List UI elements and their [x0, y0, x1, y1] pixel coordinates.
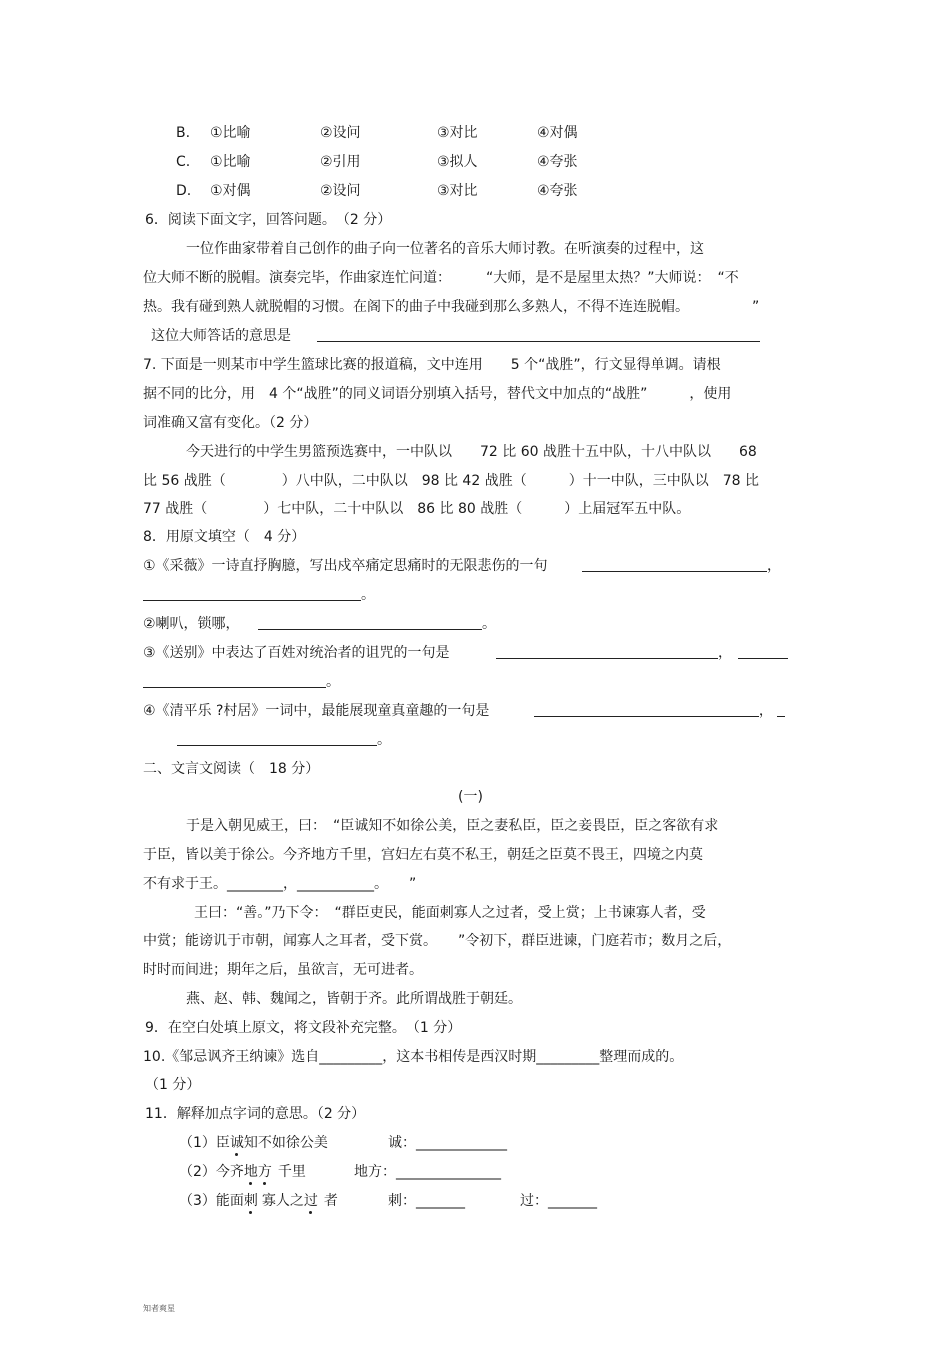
q8-item-1-cont: 。: [143, 586, 375, 604]
q8-blank[interactable]: [738, 644, 788, 659]
option-item: ①对偶: [210, 183, 251, 199]
q9: 9．在空白处填上原文，将文段补充完整。 （1 分）: [145, 1020, 462, 1036]
option-item: ③对比: [437, 183, 478, 199]
option-item: ①比喻: [210, 125, 251, 141]
q11-item-2-pre: （2）今齐: [179, 1164, 244, 1180]
option-letter: D.: [176, 183, 192, 199]
option-letter: C.: [176, 154, 191, 170]
q11-item-3: [179, 1192, 338, 1210]
q6-paragraph-line: 位大师不断的脱帽。演奏完毕，作曲家连忙问道： “大师，是不是屋里太热？”大师说： “不: [143, 270, 739, 286]
q8-title: 8．用原文填空（ 4 分）: [143, 529, 306, 545]
q8-blank[interactable]: [177, 731, 377, 746]
q8-item-1-text: ①《采薇》一诗直抒胸臆，写出戍卒痛定思痛时的无限悲伤的一句: [143, 558, 548, 574]
q11-item-3-post: 者: [323, 1193, 338, 1209]
q8-item-3: ③《送别》中表达了百姓对统治者的诅咒的一句是 ，: [143, 644, 788, 662]
passage-line: 王曰：“善。”乃下令： “群臣吏民，能面刺寡人之过者，受上赏；上书谏寡人者，受: [194, 905, 706, 921]
dotted-char: 地: [243, 1164, 258, 1180]
q8-item-4-cont: 。: [177, 731, 391, 749]
q7-passage-line: 比 56 战胜（ ）八中队，二中队以 98 比 42 战胜（ ）十一中队，三中队以 78 比: [143, 473, 759, 489]
q6-answer-blank[interactable]: [317, 327, 760, 342]
q11-item-3-answer-2[interactable]: 过：_______: [520, 1193, 597, 1209]
q8-item-1: ①《采薇》一诗直抒胸臆，写出戍卒痛定思痛时的无限悲伤的一句 ，: [143, 558, 782, 574]
option-item: ③对比: [437, 125, 478, 141]
q8-item-3-cont: 。: [143, 673, 340, 691]
q8-blank[interactable]: [143, 586, 361, 601]
option-item: ②设问: [320, 125, 361, 141]
q6-title: 6．阅读下面文字，回答问题。 （2 分）: [145, 212, 392, 228]
option-item: ③拟人: [437, 154, 478, 170]
q6-answer-line: [151, 327, 760, 345]
q8-blank[interactable]: [258, 615, 482, 630]
q6-paragraph-line: 热。我有碰到熟人就脱帽的习惯。在阁下的曲子中我碰到那么多熟人，不得不连连脱帽。 ”: [143, 299, 760, 315]
option-item: ④对偶: [537, 125, 578, 141]
q10-line: 10.《邹忌讽齐王纳谏》选自_________，这本书相传是西汉时期_________整理而成的。: [143, 1049, 684, 1065]
q11-item-1-pre: （1）臣: [179, 1135, 230, 1151]
q11-item-2: [179, 1163, 306, 1181]
q8-blank[interactable]: [143, 673, 326, 688]
option-item: ②设问: [320, 183, 361, 199]
q8-item-3-text: ③《送别》中表达了百姓对统治者的诅咒的一句是: [143, 645, 450, 661]
dotted-char: 过: [303, 1193, 318, 1209]
q11-item-1-answer[interactable]: 诚：_____________: [388, 1135, 507, 1151]
q8-blank[interactable]: [496, 644, 718, 659]
q6-prompt: 这位大师答话的意思是: [151, 328, 291, 344]
q8-item-4: ④《清平乐 ?村居》一词中，最能展现童真童趣的一句是 ，: [143, 702, 785, 720]
footer-text: 知者爽星: [143, 1304, 175, 1313]
passage-line: 时时而间进；期年之后，虽欲言，无可进者。: [143, 962, 423, 978]
q11-item-2-answer[interactable]: 地方：_______________: [354, 1164, 501, 1180]
option-item: ①比喻: [210, 154, 251, 170]
section-2-subtitle: (一): [458, 789, 483, 805]
q7-line: 词准确又富有变化。（2 分）: [143, 415, 318, 431]
q11-title: 11．解释加点字词的意思。（2 分）: [145, 1106, 366, 1122]
dotted-char: 方: [257, 1164, 272, 1180]
dotted-char: 刺: [243, 1193, 258, 1209]
option-item: ④夸张: [537, 183, 578, 199]
q11-item-3-answer-1[interactable]: 刺：_______: [388, 1193, 465, 1209]
q7-line: 7. 下面是一则某市中学生篮球比赛的报道稿，文中连用 5 个“战胜”，行文显得单调。请根: [143, 357, 721, 373]
section-2-title: 二、文言文阅读（ 18 分）: [143, 761, 320, 777]
q10-score: （1 分）: [145, 1077, 201, 1093]
option-item: ④夸张: [537, 154, 578, 170]
option-letter: B.: [176, 125, 191, 141]
q11-item-3-pre: （3）能面: [179, 1193, 244, 1209]
passage-line: 中赏；能谤讥于市朝，闻寡人之耳者，受下赏。 ”令初下，群臣进谏，门庭若市；数月之后，: [143, 933, 732, 949]
passage-line: 于臣，皆以美于徐公。今齐地方千里，宫妇左右莫不私王，朝廷之臣莫不畏王，四境之内莫: [143, 847, 703, 863]
passage-line: 不有求于王。________，___________。 ”: [143, 876, 417, 892]
q7-passage-line: 77 战胜（ ）七中队，二十中队以 86 比 80 战胜（ ）上届冠军五中队。: [143, 501, 691, 517]
q6-paragraph-line: 一位作曲家带着自己创作的曲子向一位著名的音乐大师讨教。在听演奏的过程中，这: [186, 241, 704, 257]
q8-blank[interactable]: [534, 702, 759, 717]
q8-blank[interactable]: [777, 702, 785, 717]
q11-item-1-post: 知不如徐公美: [243, 1135, 328, 1151]
q8-blank[interactable]: [582, 557, 767, 572]
q7-passage-line: 今天进行的中学生男篮预选赛中，一中队以 72 比 60 战胜十五中队，十八中队以 68: [186, 444, 757, 460]
dotted-char: 诚: [229, 1135, 244, 1151]
q8-item-2: ②喇叭，锁哪， 。: [143, 616, 497, 632]
q11-item-2-post: 千里: [277, 1164, 306, 1180]
q11-item-1: [179, 1134, 328, 1152]
q8-item-4-text: ④《清平乐 ?村居》一词中，最能展现童真童趣的一句是: [143, 703, 490, 719]
q8-item-2-text: ②喇叭，锁哪，: [143, 616, 240, 632]
q7-line: 据不同的比分，用 4 个“战胜”的同义词语分别填入括号，替代文中加点的“战胜” ，使用: [143, 386, 732, 402]
passage-line: 于是入朝见威王，曰： “臣诚知不如徐公美，臣之妻私臣，臣之妾畏臣，臣之客欲有求: [186, 818, 719, 834]
passage-line: 燕、赵、韩、魏闻之，皆朝于齐。此所谓战胜于朝廷。: [186, 991, 522, 1007]
option-item: ②引用: [320, 154, 361, 170]
q11-item-3-mid: 寡人之: [261, 1193, 304, 1209]
